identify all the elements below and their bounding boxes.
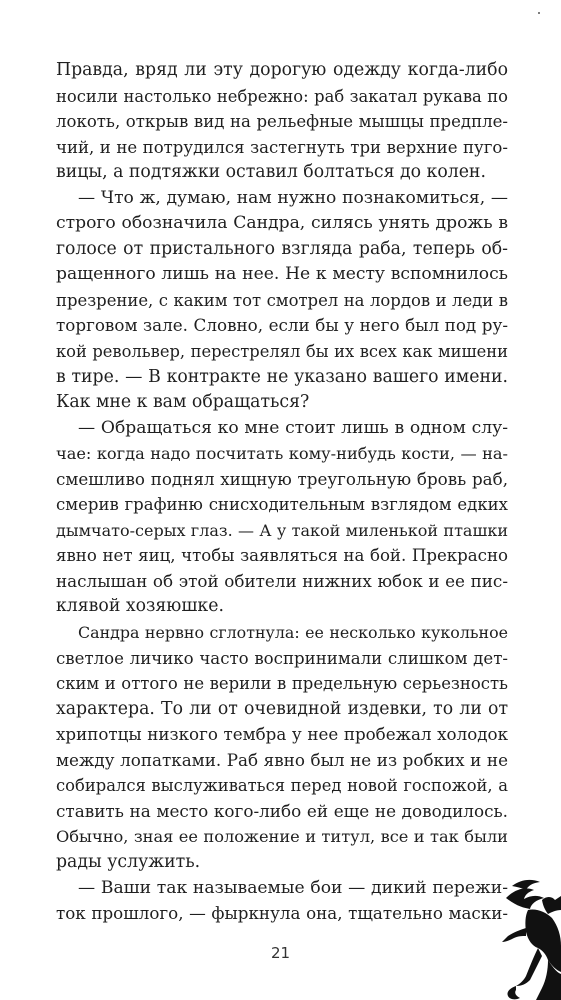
text-line: дымчато-серых глаз. — А у такой миленькой пташки [56, 520, 508, 540]
text-line: ским и оттого не верили в предельную серьезность [56, 674, 508, 694]
text-line: строго обозначила Сандра, силясь унять дрожь в [56, 213, 508, 234]
text-line: явно нет яиц, чтобы заявляться на бой. Прекрасно [56, 546, 508, 566]
text-line: рады услужить. [56, 851, 201, 872]
text-line: торговом зале. Словно, если бы у него был под ру- [56, 315, 508, 336]
text-line: носили настолько небрежно: раб закатал рукава по [56, 86, 508, 106]
text-line: Правда, вряд ли эту дорогую одежду когда-либо [56, 60, 508, 80]
text-line: смешливо поднял хищную треугольную бровь раб, [56, 468, 508, 489]
text-line: презрение, с каким тот смотрел на лордов и леди в [56, 290, 508, 310]
text-line: ращенного лишь на нее. Не к месту вспомнилось [56, 264, 508, 285]
text-line: светлое личико часто воспринимали слишком дет- [56, 648, 508, 668]
text-line: чий, и не потрудился застегнуть три верхние пуго- [56, 137, 508, 157]
text-line: между лопатками. Раб явно был не из робких и не [56, 749, 508, 770]
corner-dot [538, 12, 540, 14]
text-line: смерив графиню снисходительным взглядом едких [56, 495, 508, 515]
text-line: Как мне к вам обращаться? [56, 392, 310, 413]
text-line: в тире. — В контракте не указано вашего имени. [56, 366, 508, 387]
winged-creature-silhouette-icon [498, 876, 561, 1000]
text-line: голосе от пристального взгляда раба, теперь об- [56, 238, 508, 259]
text-line: Сандра нервно сглотнула: ее несколько кукольное [78, 623, 508, 643]
text-line: чае: когда надо посчитать кому-нибудь кости, — на- [56, 444, 508, 464]
body-text [56, 58, 508, 927]
text-line: — Обращаться ко мне стоит лишь в одном слу- [78, 417, 508, 438]
text-line: хрипотцы низкого тембра у нее пробежал холодок [56, 725, 508, 745]
text-line: ставить на место кого-либо ей еще не доводилось. [56, 800, 508, 821]
text-line: — Ваши так называемые бои — дикий пережи- [78, 877, 508, 898]
text-line: вицы, а подтяжки оставил болтаться до колен. [56, 162, 486, 183]
text-line: Обычно, зная ее положение и титул, все и так были [56, 827, 508, 847]
text-line: кой револьвер, перестрелял бы их всех как мишени [56, 342, 508, 362]
text-line: характера. То ли от очевидной издевки, то ли от [56, 698, 508, 719]
text-line: — Что ж, думаю, нам нужно познакомиться, — [78, 187, 508, 208]
text-line: клявой хозяюшке. [56, 596, 224, 617]
text-line: наслышан об этой обители нижних юбок и ее пис- [56, 570, 508, 591]
text-line: ток прошлого, — фыркнула она, тщательно маски- [56, 903, 508, 924]
page-number: 21 [270, 944, 291, 962]
text-line: локоть, открыв вид на рельефные мышцы предпле- [56, 112, 508, 132]
text-line: собирался выслуживаться перед новой госпожой, а [56, 776, 508, 796]
